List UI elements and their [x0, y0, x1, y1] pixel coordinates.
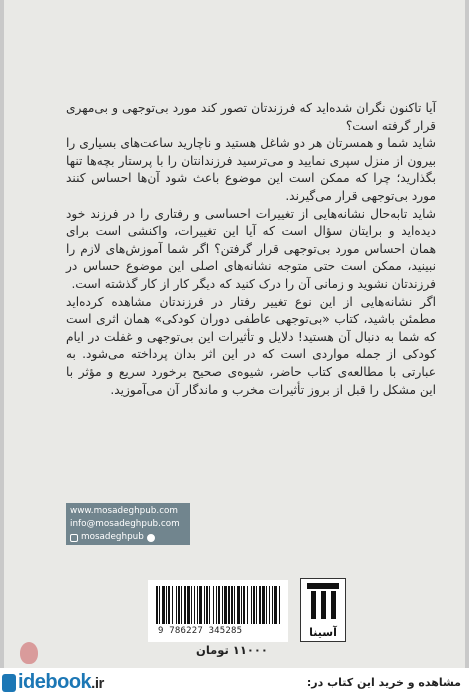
social-row[interactable] [70, 531, 186, 544]
store-sticker-text: مشاهده و خرید این کتاب در: [306, 676, 461, 689]
price-label: ۱۱۰۰۰ تومان [196, 643, 268, 657]
email-row[interactable] [70, 518, 186, 531]
publisher-contact-box [66, 503, 190, 545]
barcode [148, 580, 288, 642]
store-sticker[interactable] [0, 668, 469, 700]
barcode-icon [154, 586, 282, 626]
idebook-logo-icon [2, 674, 16, 692]
social-handle[interactable]: mosadeghpub [81, 532, 144, 542]
blurb-paragraph-4: اگر نشانه‌هایی از این نوع تغییر رفتار در فرزندتان مشاهده کرده‌اید مطمئن باشید، کتاب «بی‌توجهی عاطفی دوران کودکی» همان اثری است که شما به دنبال آن هستید! دلایل و تأثیرات این بی‌توجهی و غفلت در ایام کودکی از جمله مواردی است که در این اثر بدان پرداخته می‌شود. به عبارتی با مطالعه‌ی کتاب حاضر، شیوه‌ی صحیح برخورد سریع و مؤثر با این مشکل را قبل از بروز تأثیرات مخرب و ماندگار آن می‌آموزید. [66, 294, 436, 397]
website-link[interactable]: www.mosadeghpub.com [70, 506, 178, 516]
store-brand[interactable] [18, 671, 104, 694]
blurb-paragraph-1: آیا تاکنون نگران شده‌اید که فرزندتان تصور کند مورد بی‌توجهی و بی‌مهری قرار گرفته است؟ [66, 101, 436, 133]
blurb-paragraph-3: شاید تابه‌حال نشانه‌هایی از تغییرات احساسی و رفتاری را در فرزند خود دیده‌اید و برایتان سؤال است که آیا این تغییرات، واکنشی است برای همان احساس مورد بی‌توجهی قرار گرفتن؟ اگر شما آموزش‌های لازم را نبینید، ممکن است حتی متوجه نشانه‌های اصلی این موضوع حساس در فرزندتان نشوید و زمانی آن را درک کنید که دیگر کار از کار گذشته است. [66, 206, 436, 291]
publisher-logo-icon [301, 579, 345, 623]
email-link[interactable]: info@mosadeghpub.com [70, 519, 180, 529]
blurb-paragraph-2: شاید شما و همسرتان هر دو شاغل هستید و ناچارید ساعت‌های بسیاری را بیرون از منزل سپری نمایید و می‌ترسید فرزندانتان را با پرستار بچه‌ها تنها بگذارید؛ چرا که ممکن است این موضوع باعث شود آن‌ها احساس کنند مورد بی‌توجهی قرار می‌گیرند. [66, 136, 436, 203]
blurb-text [66, 100, 436, 500]
isbn-number: 9 786227 345285 [158, 626, 243, 636]
website-row[interactable] [70, 505, 186, 518]
publisher-logo-label: آسینا [309, 626, 337, 639]
instagram-icon [70, 534, 78, 542]
store-brand-tld: .ir [91, 675, 104, 692]
publisher-logo [300, 578, 346, 642]
store-brand-name: idebook [18, 671, 92, 693]
telegram-icon [147, 534, 155, 542]
stain-mark [20, 642, 38, 664]
